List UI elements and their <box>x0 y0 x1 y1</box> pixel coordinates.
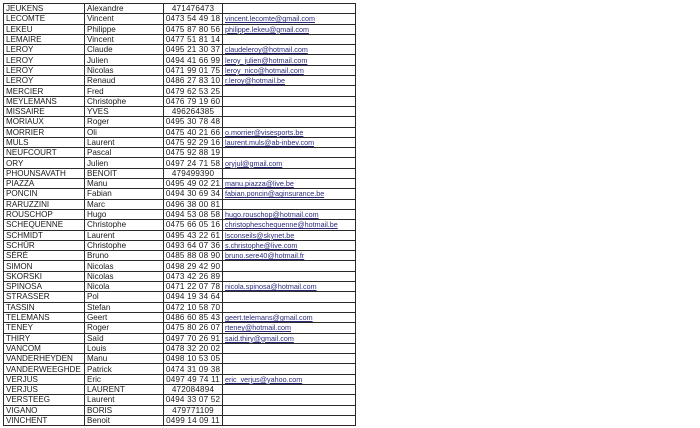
email-cell <box>223 312 356 322</box>
first-name-cell: Roger <box>85 323 164 333</box>
last-name-cell: LEKEU <box>4 24 85 34</box>
email-cell <box>223 251 356 261</box>
table-row <box>4 302 356 312</box>
contact-table <box>3 3 356 426</box>
table-row <box>4 189 356 199</box>
phone-cell: 0497 70 26 91 <box>164 333 223 343</box>
last-name-cell: VERJUS <box>4 374 85 384</box>
phone-cell: 0475 40 21 66 <box>164 127 223 137</box>
email-link[interactable]: oryjul@gmail.com <box>225 158 283 168</box>
table-row <box>4 76 356 86</box>
phone-cell: 0486 60 85 43 <box>164 312 223 322</box>
first-name-cell: Philippe <box>85 24 164 34</box>
first-name-cell: Nicolas <box>85 261 164 271</box>
email-link[interactable]: eric_verjus@yahoo.com <box>225 374 303 384</box>
table-row <box>4 86 356 96</box>
email-cell <box>223 261 356 271</box>
phone-cell: 0474 31 09 38 <box>164 364 223 374</box>
last-name-cell: MEYLEMANS <box>4 96 85 106</box>
email-cell <box>223 415 356 425</box>
last-name-cell: LEROY <box>4 55 85 65</box>
phone-cell: 0494 41 66 99 <box>164 55 223 65</box>
table-row <box>4 312 356 322</box>
first-name-cell: Fabian <box>85 189 164 199</box>
phone-cell: 0494 53 08 58 <box>164 209 223 219</box>
first-name-cell: Marc <box>85 199 164 209</box>
first-name-cell: Laurent <box>85 230 164 240</box>
email-cell <box>223 179 356 189</box>
phone-cell: 0473 54 49 18 <box>164 14 223 24</box>
email-link[interactable]: philippe.lekeu@gmail.com <box>225 24 310 34</box>
phone-cell: 0478 32 20 02 <box>164 343 223 353</box>
email-cell <box>223 14 356 24</box>
last-name-cell: TASSIN <box>4 302 85 312</box>
last-name-cell: SCHÜR <box>4 240 85 250</box>
email-cell <box>223 395 356 405</box>
table-row <box>4 384 356 394</box>
email-link[interactable]: christopheschequenne@hotmail.be <box>225 220 338 230</box>
first-name-cell: Christophe <box>85 96 164 106</box>
first-name-cell: Pascal <box>85 148 164 158</box>
last-name-cell: SIMON <box>4 261 85 271</box>
last-name-cell: VANDERWEEGHDE <box>4 364 85 374</box>
first-name-cell: Manu <box>85 179 164 189</box>
email-cell <box>223 96 356 106</box>
email-cell <box>223 76 356 86</box>
table-row <box>4 158 356 168</box>
table-row <box>4 323 356 333</box>
email-cell <box>223 127 356 137</box>
table-row <box>4 34 356 44</box>
email-link[interactable]: s.christophe@live.com <box>225 240 298 250</box>
phone-cell: 0498 29 42 90 <box>164 261 223 271</box>
email-cell <box>223 302 356 312</box>
email-link[interactable]: hugo.rouschop@hotmail.com <box>225 210 319 220</box>
table-row <box>4 179 356 189</box>
last-name-cell: STRASSER <box>4 292 85 302</box>
last-name-cell: SKORSKI <box>4 271 85 281</box>
first-name-cell: Roger <box>85 117 164 127</box>
phone-cell: 0471 22 07 78 <box>164 282 223 292</box>
first-name-cell: Fred <box>85 86 164 96</box>
first-name-cell: Benoit <box>85 415 164 425</box>
email-cell <box>223 323 356 333</box>
last-name-cell: THIRY <box>4 333 85 343</box>
phone-cell: 0494 33 07 52 <box>164 395 223 405</box>
table-row <box>4 106 356 116</box>
contact-sheet <box>3 3 356 426</box>
last-name-cell: MORRIER <box>4 127 85 137</box>
table-row <box>4 24 356 34</box>
phone-cell: 0497 49 74 11 <box>164 374 223 384</box>
email-link[interactable]: claudeleroy@hotmail.com <box>225 45 308 55</box>
last-name-cell: ORY <box>4 158 85 168</box>
first-name-cell: Oli <box>85 127 164 137</box>
last-name-cell: TELEMANS <box>4 312 85 322</box>
first-name-cell: Eric <box>85 374 164 384</box>
table-row <box>4 405 356 415</box>
last-name-cell: RARUZZINI <box>4 199 85 209</box>
last-name-cell: VIGANO <box>4 405 85 415</box>
phone-cell: 0496 38 00 81 <box>164 199 223 209</box>
first-name-cell: Nicolas <box>85 271 164 281</box>
first-name-cell: Nicolas <box>85 65 164 75</box>
table-row <box>4 292 356 302</box>
first-name-cell: Geert <box>85 312 164 322</box>
phone-cell: 0498 10 53 05 <box>164 354 223 364</box>
table-row <box>4 168 356 178</box>
email-cell <box>223 405 356 415</box>
phone-cell: 0494 19 34 64 <box>164 292 223 302</box>
table-row <box>4 148 356 158</box>
phone-cell: 0499 14 09 11 <box>164 415 223 425</box>
last-name-cell: LEROY <box>4 76 85 86</box>
email-cell <box>223 24 356 34</box>
first-name-cell: Julien <box>85 158 164 168</box>
last-name-cell: MULS <box>4 137 85 147</box>
email-link[interactable]: fabian.poncin@aginsurance.be <box>225 189 325 199</box>
phone-cell: 0493 64 07 36 <box>164 240 223 250</box>
table-row <box>4 209 356 219</box>
table-row <box>4 282 356 292</box>
first-name-cell: Manu <box>85 354 164 364</box>
table-row <box>4 415 356 425</box>
last-name-cell: NEUFCOURT <box>4 148 85 158</box>
last-name-cell: LEROY <box>4 65 85 75</box>
email-cell <box>223 220 356 230</box>
first-name-cell: Laurent <box>85 395 164 405</box>
first-name-cell: BORIS <box>85 405 164 415</box>
first-name-cell: Julien <box>85 55 164 65</box>
email-cell <box>223 240 356 250</box>
phone-cell: 0472 10 58 70 <box>164 302 223 312</box>
table-row <box>4 364 356 374</box>
table-row <box>4 333 356 343</box>
last-name-cell: MERCIER <box>4 86 85 96</box>
table-row <box>4 4 356 14</box>
first-name-cell: Saïd <box>85 333 164 343</box>
table-row <box>4 45 356 55</box>
first-name-cell: YVES <box>85 106 164 116</box>
email-cell <box>223 292 356 302</box>
last-name-cell: LECOMTE <box>4 14 85 24</box>
email-cell <box>223 148 356 158</box>
phone-cell: 471476473 <box>164 4 223 14</box>
email-cell <box>223 137 356 147</box>
first-name-cell: BENOIT <box>85 168 164 178</box>
first-name-cell: Patrick <box>85 364 164 374</box>
table-row <box>4 14 356 24</box>
first-name-cell: Alexandre <box>85 4 164 14</box>
email-cell <box>223 55 356 65</box>
phone-cell: 0475 92 29 16 <box>164 137 223 147</box>
email-link[interactable]: leroy_julien@hotmail.com <box>225 55 308 65</box>
table-row <box>4 343 356 353</box>
email-link[interactable]: rteney@hotmail.com <box>225 323 292 333</box>
phone-cell: 0471 99 01 75 <box>164 65 223 75</box>
phone-cell: 0495 49 02 21 <box>164 179 223 189</box>
last-name-cell: LEROY <box>4 45 85 55</box>
phone-cell: 0497 24 71 58 <box>164 158 223 168</box>
phone-cell: 496264385 <box>164 106 223 116</box>
last-name-cell: VANCOM <box>4 343 85 353</box>
table-row <box>4 395 356 405</box>
last-name-cell: PONCIN <box>4 189 85 199</box>
email-link[interactable]: vincent.lecomte@gmail.com <box>225 14 315 24</box>
first-name-cell: Louis <box>85 343 164 353</box>
email-cell <box>223 86 356 96</box>
phone-cell: 0477 51 81 14 <box>164 34 223 44</box>
table-row <box>4 251 356 261</box>
phone-cell: 0486 27 83 10 <box>164 76 223 86</box>
email-link[interactable]: r.leroy@hotmail.be <box>225 76 286 86</box>
email-cell <box>223 168 356 178</box>
email-cell <box>223 343 356 353</box>
email-cell <box>223 384 356 394</box>
contact-rows <box>4 4 356 426</box>
email-cell <box>223 189 356 199</box>
first-name-cell: Laurent <box>85 137 164 147</box>
first-name-cell: Renaud <box>85 76 164 86</box>
email-link[interactable]: lsconseils@skynet.be <box>225 230 295 240</box>
email-cell <box>223 158 356 168</box>
email-link[interactable]: manu.piazza@live.be <box>225 179 294 189</box>
phone-cell: 0475 66 05 16 <box>164 220 223 230</box>
phone-cell: 0475 92 88 19 <box>164 148 223 158</box>
phone-cell: 479499390 <box>164 168 223 178</box>
phone-cell: 0476 79 19 60 <box>164 96 223 106</box>
email-cell <box>223 106 356 116</box>
table-row <box>4 55 356 65</box>
email-cell <box>223 364 356 374</box>
phone-cell: 0479 62 53 25 <box>164 86 223 96</box>
email-link[interactable]: leroy_nico@hotmail.com <box>225 65 304 75</box>
table-row <box>4 117 356 127</box>
email-link[interactable]: laurent.muls@ab-inbev.com <box>225 138 315 147</box>
last-name-cell: VINCHENT <box>4 415 85 425</box>
last-name-cell: SÉRÉ <box>4 251 85 261</box>
table-row <box>4 65 356 75</box>
last-name-cell: SCHEQUENNE <box>4 220 85 230</box>
email-cell <box>223 199 356 209</box>
last-name-cell: LEMAIRE <box>4 34 85 44</box>
table-row <box>4 354 356 364</box>
email-link[interactable]: nicola.spinosa@hotmail.com <box>225 282 317 292</box>
last-name-cell: MORIAUX <box>4 117 85 127</box>
phone-cell: 0475 87 80 56 <box>164 24 223 34</box>
first-name-cell: Pol <box>85 292 164 302</box>
last-name-cell: TENEY <box>4 323 85 333</box>
phone-cell: 472084894 <box>164 384 223 394</box>
table-row <box>4 220 356 230</box>
email-cell <box>223 117 356 127</box>
phone-cell: 0473 42 26 89 <box>164 271 223 281</box>
first-name-cell: Claude <box>85 45 164 55</box>
last-name-cell: VERJUS <box>4 384 85 394</box>
email-cell <box>223 333 356 343</box>
table-row <box>4 261 356 271</box>
last-name-cell: SPINOSA <box>4 282 85 292</box>
email-cell <box>223 34 356 44</box>
table-row <box>4 240 356 250</box>
last-name-cell: PIAZZA <box>4 179 85 189</box>
first-name-cell: LAURENT <box>85 384 164 394</box>
first-name-cell: Nicola <box>85 282 164 292</box>
table-row <box>4 230 356 240</box>
phone-cell: 0495 30 78 48 <box>164 117 223 127</box>
phone-cell: 0494 30 69 34 <box>164 189 223 199</box>
first-name-cell: Vincent <box>85 14 164 24</box>
table-row <box>4 127 356 137</box>
last-name-cell: SCHMIDT <box>4 230 85 240</box>
email-cell <box>223 271 356 281</box>
first-name-cell: Vincent <box>85 34 164 44</box>
phone-cell: 0485 88 08 90 <box>164 251 223 261</box>
first-name-cell: Bruno <box>85 251 164 261</box>
email-cell <box>223 354 356 364</box>
phone-cell: 479771109 <box>164 405 223 415</box>
email-link[interactable]: geert.telemans@gmail.com <box>225 313 313 323</box>
email-cell <box>223 230 356 240</box>
email-cell <box>223 65 356 75</box>
table-row <box>4 137 356 147</box>
email-cell <box>223 209 356 219</box>
email-link[interactable]: o.morrier@visesports.be <box>225 127 304 137</box>
table-row <box>4 374 356 384</box>
last-name-cell: PHOUNSAVATH <box>4 168 85 178</box>
table-row <box>4 96 356 106</box>
email-link[interactable]: said.thiry@gmail.com <box>225 333 294 343</box>
phone-cell: 0495 21 30 37 <box>164 45 223 55</box>
email-link[interactable]: bruno.sere40@hotmail.fr <box>225 251 305 261</box>
first-name-cell: Christophe <box>85 220 164 230</box>
email-cell <box>223 4 356 14</box>
email-cell <box>223 45 356 55</box>
first-name-cell: Stefan <box>85 302 164 312</box>
email-cell <box>223 374 356 384</box>
email-cell <box>223 282 356 292</box>
last-name-cell: JEUKENS <box>4 4 85 14</box>
phone-cell: 0495 43 22 61 <box>164 230 223 240</box>
last-name-cell: VERSTEEG <box>4 395 85 405</box>
first-name-cell: Hugo <box>85 209 164 219</box>
table-row <box>4 271 356 281</box>
last-name-cell: ROUSCHOP <box>4 209 85 219</box>
phone-cell: 0475 80 26 07 <box>164 323 223 333</box>
table-row <box>4 199 356 209</box>
last-name-cell: VANDERHEYDEN <box>4 354 85 364</box>
last-name-cell: MISSAIRE <box>4 106 85 116</box>
first-name-cell: Christophe <box>85 240 164 250</box>
